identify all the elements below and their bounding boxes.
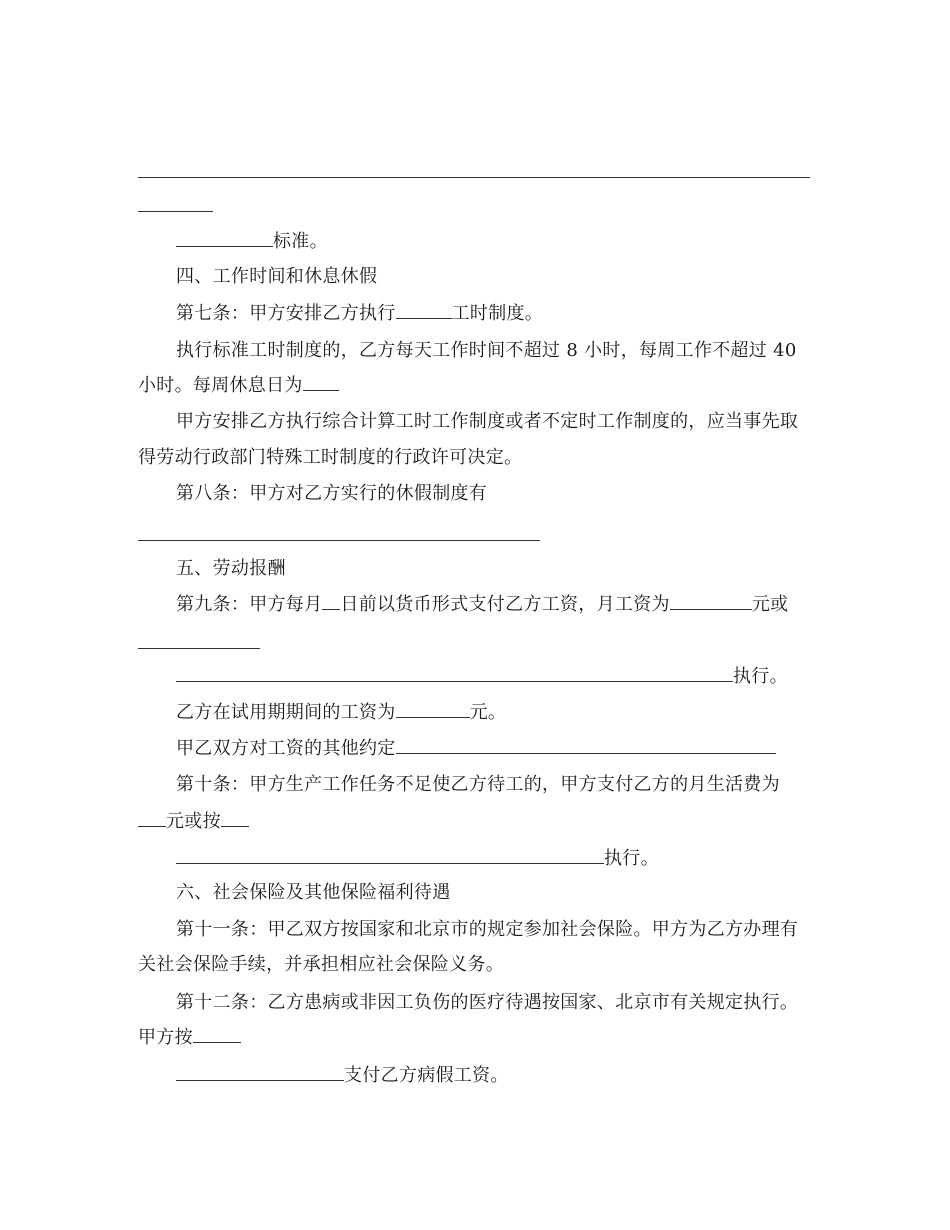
fill-blank <box>176 846 604 864</box>
text: 甲方按 <box>138 1027 193 1048</box>
other-wage-agreement <box>176 736 776 761</box>
text: 标准。 <box>273 231 328 252</box>
fill-blank <box>396 301 452 319</box>
article-11-line-2 <box>138 953 504 977</box>
fill-blank <box>221 809 249 827</box>
fill-blank <box>396 700 470 718</box>
standard-hours-line-1 <box>176 339 797 363</box>
special-hours-line-1 <box>176 410 798 434</box>
fill-blank <box>322 592 340 610</box>
fill-blank <box>670 592 752 610</box>
section-heading-5 <box>176 557 286 581</box>
article-9-execute <box>176 664 788 689</box>
heading-text: 五、劳动报酬 <box>176 558 286 579</box>
blank-rule <box>138 177 810 178</box>
article-10-line-1 <box>176 773 780 797</box>
blank-rule <box>138 648 260 649</box>
article-12-line-3 <box>176 1063 509 1088</box>
article-11-line-1 <box>176 918 798 942</box>
probation-wage <box>176 700 506 725</box>
text: 第八条：甲方对乙方实行的休假制度有 <box>176 483 488 504</box>
fill-blank <box>176 1063 344 1081</box>
special-hours-line-2 <box>138 446 522 470</box>
fill-blank <box>176 664 733 682</box>
fill-blank <box>396 736 776 754</box>
fill-blank <box>303 373 339 391</box>
text: 工时制度。 <box>451 303 544 324</box>
article-12-line-2 <box>138 1025 241 1050</box>
text: 得劳动行政部门特殊工时制度的行政许可决定。 <box>138 447 523 468</box>
paragraph-standard <box>176 229 328 254</box>
article-7 <box>176 301 543 326</box>
text: 第十一条：甲乙双方按国家和北京市的规定参加社会保险。甲方为乙方办理有 <box>176 919 799 940</box>
text: 执行。 <box>604 848 659 869</box>
article-12-line-1 <box>176 991 798 1015</box>
text: 元或按 <box>166 811 221 832</box>
text: 第十条：甲方生产工作任务不足使乙方待工的，甲方支付乙方的月生活费为 <box>176 774 780 795</box>
heading-text: 四、工作时间和休息休假 <box>176 266 378 287</box>
heading-text: 六、社会保险及其他保险福利待遇 <box>176 882 451 903</box>
article-9 <box>176 592 788 617</box>
section-heading-6 <box>176 881 451 905</box>
blank-rule <box>138 540 540 541</box>
text: 第九条：甲方每月 <box>176 594 323 615</box>
fill-blank <box>176 229 273 247</box>
text: 元。 <box>469 702 507 723</box>
text: 甲乙双方对工资的其他约定 <box>176 738 396 759</box>
fill-blank <box>193 1025 241 1043</box>
article-10-execute <box>176 846 659 871</box>
text: 甲方安排乙方执行综合计算工时工作制度或者不定时工作制度的，应当事先取 <box>176 411 799 432</box>
text: 乙方在试用期期间的工资为 <box>176 702 396 723</box>
article-8 <box>176 482 487 506</box>
blank-rule <box>138 211 213 212</box>
text: 小时。每周休息日为 <box>138 375 303 396</box>
text: 关社会保险手续，并承担相应社会保险义务。 <box>138 954 504 975</box>
text: 第十二条：乙方患病或非因工负伤的医疗待遇按国家、北京市有关规定执行。 <box>176 992 799 1013</box>
text: 执行。 <box>733 666 788 687</box>
text: 元或 <box>751 594 789 615</box>
text: 执行标准工时制度的，乙方每天工作时间不超过 8 小时，每周工作不超过 40 <box>176 340 797 361</box>
fill-blank <box>138 809 166 827</box>
section-heading-4 <box>176 265 377 289</box>
text: 日前以货币形式支付乙方工资，月工资为 <box>340 594 670 615</box>
article-10-line-2 <box>138 809 249 834</box>
text: 第七条：甲方安排乙方执行 <box>176 303 396 324</box>
text: 支付乙方病假工资。 <box>344 1065 509 1086</box>
standard-hours-line-2 <box>138 373 339 398</box>
